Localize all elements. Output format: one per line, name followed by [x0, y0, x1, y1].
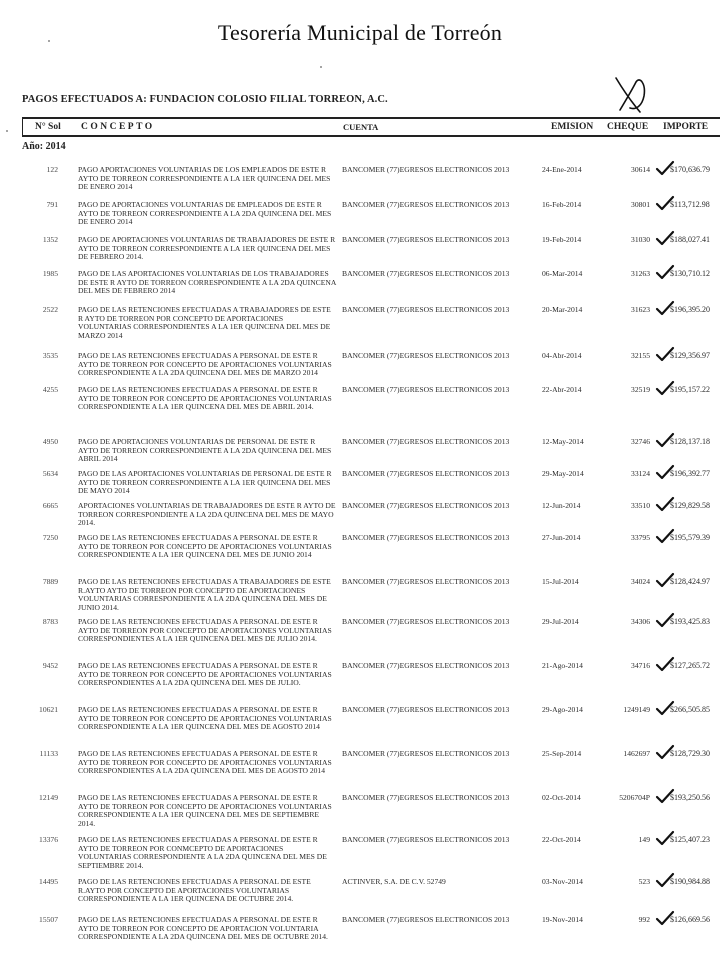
checkmark-icon: [655, 380, 675, 396]
cell-emision: 12-Jun-2014: [542, 501, 581, 510]
checkmark-icon: [655, 264, 675, 280]
checkmark-icon: [655, 656, 675, 672]
cell-nsol: 5634: [42, 469, 58, 478]
cell-importe: $128,424.97: [670, 577, 710, 586]
cell-concepto: PAGO DE LAS RETENCIONES EFECTUADAS A PERSONAL DE ESTE R AYTO DE TORREON POR CONCEPTO DE APORTACIONES VOLUNTARIAS CORRESPONDIENTE A LA 1ER QUINCENA DEL MES DE JUNIO 2014: [78, 533, 332, 560]
checkmark-icon: [655, 744, 675, 760]
cell-importe: $130,710.12: [670, 269, 710, 278]
cell-concepto: PAGO DE LAS RETENCIONES EFECTUADAS A TRABAJADORES DE ESTE R.AYTO AYTO DE TORREON POR CONCEPTO DE APORTACIONES VOLUNTARIAS CORRESPONDIENTE A LA 2DA QUINCENA DEL MES DE JUNIO 2014.: [78, 577, 331, 612]
cell-nsol: 791: [46, 200, 58, 209]
cell-nsol: 4950: [42, 437, 58, 446]
scan-speck: [6, 130, 8, 132]
cell-emision: 27-Jun-2014: [542, 533, 581, 542]
checkmark-icon: [655, 910, 675, 926]
cell-nsol: 7889: [42, 577, 58, 586]
column-header-nsol: N° Sol: [35, 122, 61, 132]
cell-emision: 21-Ago-2014: [542, 661, 583, 670]
scan-speck: [48, 40, 50, 42]
cell-importe: $129,829.58: [670, 501, 710, 510]
cell-nsol: 8783: [42, 617, 58, 626]
cell-importe: $129,356.97: [670, 351, 710, 360]
cell-cheque: 149: [638, 835, 650, 844]
page-title: Tesorería Municipal de Torreón: [217, 20, 503, 45]
checkmark-icon: [655, 195, 675, 211]
cell-emision: 03-Nov-2014: [542, 877, 583, 886]
cell-emision: 25-Sep-2014: [542, 749, 582, 758]
cell-nsol: 15507: [39, 915, 58, 924]
checkmark-icon: [655, 300, 675, 316]
cell-importe: $113,712.98: [670, 200, 710, 209]
cell-importe: $193,250.56: [670, 793, 710, 802]
cell-concepto: PAGO DE LAS RETENCIONES EFECTUADAS A PERSONAL DE ESTE R AYTO DE TORREON POR CONCEPTO DE APORTACION VOLUNTARIA CORRESPONDIENTE A LA 2DA QUINCENA DEL MES DE OCTUBRE 2014.: [78, 915, 328, 942]
cell-cheque: 33795: [631, 533, 650, 542]
cell-emision: 22-Abr-2014: [542, 385, 582, 394]
payee-heading: PAGOS EFECTUADOS A: FUNDACION COLOSIO FILIAL TORREON, A.C.: [22, 94, 388, 105]
cell-cheque: 34306: [631, 617, 650, 626]
cell-cheque: 32746: [631, 437, 650, 446]
cell-emision: 29-Jul-2014: [542, 617, 579, 626]
cell-emision: 16-Feb-2014: [542, 200, 582, 209]
cell-importe: $170,636.79: [670, 165, 710, 174]
cell-cheque: 31623: [631, 305, 650, 314]
cell-nsol: 13376: [39, 835, 58, 844]
cell-importe: $127,265.72: [670, 661, 710, 670]
cell-concepto: PAGO DE APORTACIONES VOLUNTARIAS DE EMPLEADOS DE ESTE R AYTO DE TORREON CORRESPONDIENTE A LA 2DA QUINCENA DEL MES DE ENERO 2014: [78, 200, 332, 227]
cell-importe: $196,395.20: [670, 305, 710, 314]
cell-emision: 12-May-2014: [542, 437, 584, 446]
cell-cuenta: BANCOMER (77)EGRESOS ELECTRONICOS 2013: [342, 577, 510, 586]
cell-emision: 19-Feb-2014: [542, 235, 582, 244]
cell-emision: 22-Oct-2014: [542, 835, 581, 844]
checkmark-icon: [655, 830, 675, 846]
handwritten-initials-mark: [612, 74, 648, 116]
checkmark-icon: [655, 872, 675, 888]
cell-concepto: PAGO DE LAS APORTACIONES VOLUNTARIAS DE PERSONAL DE ESTE R AYTO DE TORREON CORRESPONDIENTE A LA 1ER QUINCENA DEL MES DE MAYO 2014: [78, 469, 332, 496]
cell-cuenta: BANCOMER (77)EGRESOS ELECTRONICOS 2013: [342, 165, 510, 174]
cell-cuenta: BANCOMER (77)EGRESOS ELECTRONICOS 2013: [342, 661, 510, 670]
scan-speck: [320, 66, 322, 68]
cell-concepto: PAGO DE APORTACIONES VOLUNTARIAS DE TRABAJADORES DE ESTE R AYTO DE TORREON CORRESPONDIENTE A LA 1ER QUINCENA DEL MES DE FEBRERO 2014.: [78, 235, 336, 262]
cell-cheque: 34024: [631, 577, 650, 586]
cell-concepto: PAGO DE APORTACIONES VOLUNTARIAS DE PERSONAL DE ESTE R AYTO DE TORREON CORRESPONDIENTE A LA 2DA QUINCENA DEL MES ABRIL 2014: [78, 437, 332, 464]
checkmark-icon: [655, 572, 675, 588]
cell-concepto: PAGO DE LAS RETENCIONES EFECTUADAS A PERSONAL DE ESTE R AYTO DE TORREON POR CONCEPTO DE APORTACIONES VOLUNTARIAS CORRESPONDIENTES A LA 2DA QUINCENA DEL MES DE AGOSTO 2014: [78, 749, 332, 776]
cell-concepto: PAGO DE LAS RETENCIONES EFECTUADAS A PERSONAL DE ESTE R.AYTO POR CONCEPTO DE APORTACIONES VOLUNTARIAS CORRESPONDIENTE A LA 1ER QUINCENA DE OCTUBRE 2014.: [78, 877, 311, 904]
cell-cuenta: BANCOMER (77)EGRESOS ELECTRONICOS 2013: [342, 469, 510, 478]
column-header-importe: IMPORTE: [663, 122, 709, 132]
cell-concepto: PAGO DE LAS RETENCIONES EFECTUADAS A PERSONAL DE ESTE R AYTO DE TORREON POR CONCEPTO DE APORTACIONES VOLUNTARIAS CORRESPONDIENTE A LA 1ER QUINCENA DEL MES DE AGOSTO 2014: [78, 705, 332, 732]
cell-importe: $196,392.77: [670, 469, 710, 478]
cell-concepto: APORTACIONES VOLUNTARIAS DE TRABAJADORES DE ESTE R AYTO DE TORREON CORRESPONDIENTE A LA 2DA QUINCENA DEL MES DE MAYO 2014.: [78, 501, 336, 528]
cell-cheque: 33124: [631, 469, 650, 478]
cell-nsol: 1352: [42, 235, 58, 244]
cell-nsol: 11133: [39, 749, 58, 758]
cell-cuenta: BANCOMER (77)EGRESOS ELECTRONICOS 2013: [342, 749, 510, 758]
cell-cuenta: BANCOMER (77)EGRESOS ELECTRONICOS 2013: [342, 617, 510, 626]
cell-concepto: PAGO DE LAS RETENCIONES EFECTUADAS A PERSONAL DE ESTE R AYTO DE TORREON POR CONCEPTO DE APORTACIONES VOLUNTARIAS CORRESPONDIENTE A LA 1ER QUINCENA DEL MES DE SEPTIEMBRE 2014.: [78, 793, 332, 828]
cell-cuenta: BANCOMER (77)EGRESOS ELECTRONICOS 2013: [342, 351, 510, 360]
checkmark-icon: [655, 160, 675, 176]
cell-cuenta: BANCOMER (77)EGRESOS ELECTRONICOS 2013: [342, 385, 510, 394]
checkmark-icon: [655, 700, 675, 716]
cell-cheque: 5206704P: [619, 793, 650, 802]
cell-cheque: 31030: [631, 235, 650, 244]
cell-cheque: 33510: [631, 501, 650, 510]
year-label: Año: 2014: [22, 141, 66, 152]
cell-importe: $266,505.85: [670, 705, 710, 714]
cell-nsol: 14495: [39, 877, 58, 886]
cell-importe: $190,984.88: [670, 877, 710, 886]
checkmark-icon: [655, 612, 675, 628]
cell-cheque: 32519: [631, 385, 650, 394]
cell-emision: 06-Mar-2014: [542, 269, 583, 278]
cell-emision: 19-Nov-2014: [542, 915, 583, 924]
cell-nsol: 10621: [39, 705, 58, 714]
column-header-cheque: CHEQUE: [607, 122, 649, 132]
cell-cheque: 992: [638, 915, 650, 924]
cell-emision: 15-Jul-2014: [542, 577, 579, 586]
cell-concepto: PAGO DE LAS RETENCIONES EFECTUADAS A TRABAJADORES DE ESTE R AYTO DE TORREON POR CONCEPTO DE APORTACIONES VOLUNTARIAS CORRESPONDIENTES A LA 1ER QUINCENA DEL MES DE MARZO 2014: [78, 305, 331, 340]
cell-emision: 29-May-2014: [542, 469, 584, 478]
checkmark-icon: [655, 432, 675, 448]
cell-cheque: 1462697: [623, 749, 650, 758]
cell-concepto: PAGO DE LAS RETENCIONES EFECTUADAS A PERSONAL DE ESTE R AYTO DE TORREON POR CONCEPTO DE APORTACIONES VOLUNTARIAS CORRESPONDIENTE A LA 1ER QUINCENA DEL MES DE ABRIL 2014.: [78, 385, 332, 412]
cell-emision: 20-Mar-2014: [542, 305, 583, 314]
cell-importe: $128,729.30: [670, 749, 710, 758]
checkmark-icon: [655, 528, 675, 544]
checkmark-icon: [655, 496, 675, 512]
checkmark-icon: [655, 788, 675, 804]
cell-emision: 29-Ago-2014: [542, 705, 583, 714]
cell-nsol: 4255: [42, 385, 58, 394]
checkmark-icon: [655, 464, 675, 480]
cell-emision: 24-Ene-2014: [542, 165, 582, 174]
checkmark-icon: [655, 230, 675, 246]
column-header-concepto: CONCEPTO: [81, 122, 155, 132]
cell-importe: $195,157.22: [670, 385, 710, 394]
cell-cuenta: BANCOMER (77)EGRESOS ELECTRONICOS 2013: [342, 269, 510, 278]
cell-cuenta: BANCOMER (77)EGRESOS ELECTRONICOS 2013: [342, 437, 510, 446]
cell-cheque: 31263: [631, 269, 650, 278]
cell-nsol: 3535: [42, 351, 58, 360]
cell-cheque: 32155: [631, 351, 650, 360]
column-header-emision: EMISION: [551, 122, 594, 132]
cell-importe: $128,137.18: [670, 437, 710, 446]
cell-cuenta: ACTINVER, S.A. DE C.V. 52749: [342, 877, 446, 886]
cell-cuenta: BANCOMER (77)EGRESOS ELECTRONICOS 2013: [342, 305, 510, 314]
cell-nsol: 12149: [39, 793, 58, 802]
cell-cheque: 30801: [631, 200, 650, 209]
cell-concepto: PAGO DE LAS APORTACIONES VOLUNTARIAS DE LOS TRABAJADORES DE ESTE R AYTO DE TORREON CORRESPONDIENTE A LA 2DA QUINCENA DEL MES DE FEBRERO 2014: [78, 269, 336, 296]
cell-nsol: 122: [46, 165, 58, 174]
cell-concepto: PAGO DE LAS RETENCIONES EFECTUADAS A PERSONAL DE ESTE R AYTO DE TORREON POR CONCEPTO DE APORTACIONES VOLUNTARIAS CORRESPONDIENTES A LA 1ER QUINCENA DEL MES DE JULIO 2014.: [78, 617, 332, 644]
cell-cheque: 1249149: [623, 705, 650, 714]
cell-cuenta: BANCOMER (77)EGRESOS ELECTRONICOS 2013: [342, 835, 510, 844]
cell-nsol: 2522: [42, 305, 58, 314]
checkmark-icon: [655, 346, 675, 362]
column-header-cuenta: CUENTA: [343, 122, 379, 132]
cell-concepto: PAGO DE LAS RETENCIONES EFECTUADAS A PERSONAL DE ESTE R AYTO DE TORREON POR CONCEPTO DE APORTACIONES VOLUNTARIAS CORRESPONDIENTE A LA 2DA QUINCENA DEL MES DE MARZO 2014: [78, 351, 332, 378]
cell-concepto: PAGO DE LAS RETENCIONES EFECTUADAS A PERSONAL DE ESTE R AYTO DE TORREON POR CONMCEPTO DE APORTACIONES VOLUNTARIAS CORRESPONDIENTE A LA 2DA QUINCENA DEL MES DE SEPTIEMBRE 2014.: [78, 835, 327, 870]
cell-cuenta: BANCOMER (77)EGRESOS ELECTRONICOS 2013: [342, 705, 510, 714]
cell-cuenta: BANCOMER (77)EGRESOS ELECTRONICOS 2013: [342, 793, 510, 802]
cell-cuenta: BANCOMER (77)EGRESOS ELECTRONICOS 2013: [342, 533, 510, 542]
cell-nsol: 1985: [42, 269, 58, 278]
table-header: [22, 117, 720, 137]
cell-nsol: 9452: [42, 661, 58, 670]
cell-nsol: 7250: [42, 533, 58, 542]
cell-cheque: 523: [638, 877, 650, 886]
cell-nsol: 6665: [42, 501, 58, 510]
cell-importe: $193,425.83: [670, 617, 710, 626]
cell-importe: $126,669.56: [670, 915, 710, 924]
cell-cuenta: BANCOMER (77)EGRESOS ELECTRONICOS 2013: [342, 915, 510, 924]
cell-importe: $188,027.41: [670, 235, 710, 244]
cell-cuenta: BANCOMER (77)EGRESOS ELECTRONICOS 2013: [342, 200, 510, 209]
cell-concepto: PAGO APORTACIONES VOLUNTARIAS DE LOS EMPLEADOS DE ESTE R AYTO DE TORREON CORRESPONDIENTE A LA 1ER QUINCENA DEL MES DE ENERO 2014: [78, 165, 331, 192]
cell-importe: $195,579.39: [670, 533, 710, 542]
cell-cuenta: BANCOMER (77)EGRESOS ELECTRONICOS 2013: [342, 501, 510, 510]
cell-concepto: PAGO DE LAS RETENCIONES EFECTUADAS A PERSONAL DE ESTE R AYTO DE TORREON POR CONCEPTO DE APORTACIONES VOLUNTARIAS CORERSPONDIENTES A LA 2DA QUINCENA DEL MES DE JULIO.: [78, 661, 332, 688]
cell-cheque: 30614: [631, 165, 650, 174]
cell-cheque: 34716: [631, 661, 650, 670]
cell-cuenta: BANCOMER (77)EGRESOS ELECTRONICOS 2013: [342, 235, 510, 244]
cell-emision: 02-Oct-2014: [542, 793, 581, 802]
cell-importe: $125,407.23: [670, 835, 710, 844]
cell-emision: 04-Abr-2014: [542, 351, 582, 360]
